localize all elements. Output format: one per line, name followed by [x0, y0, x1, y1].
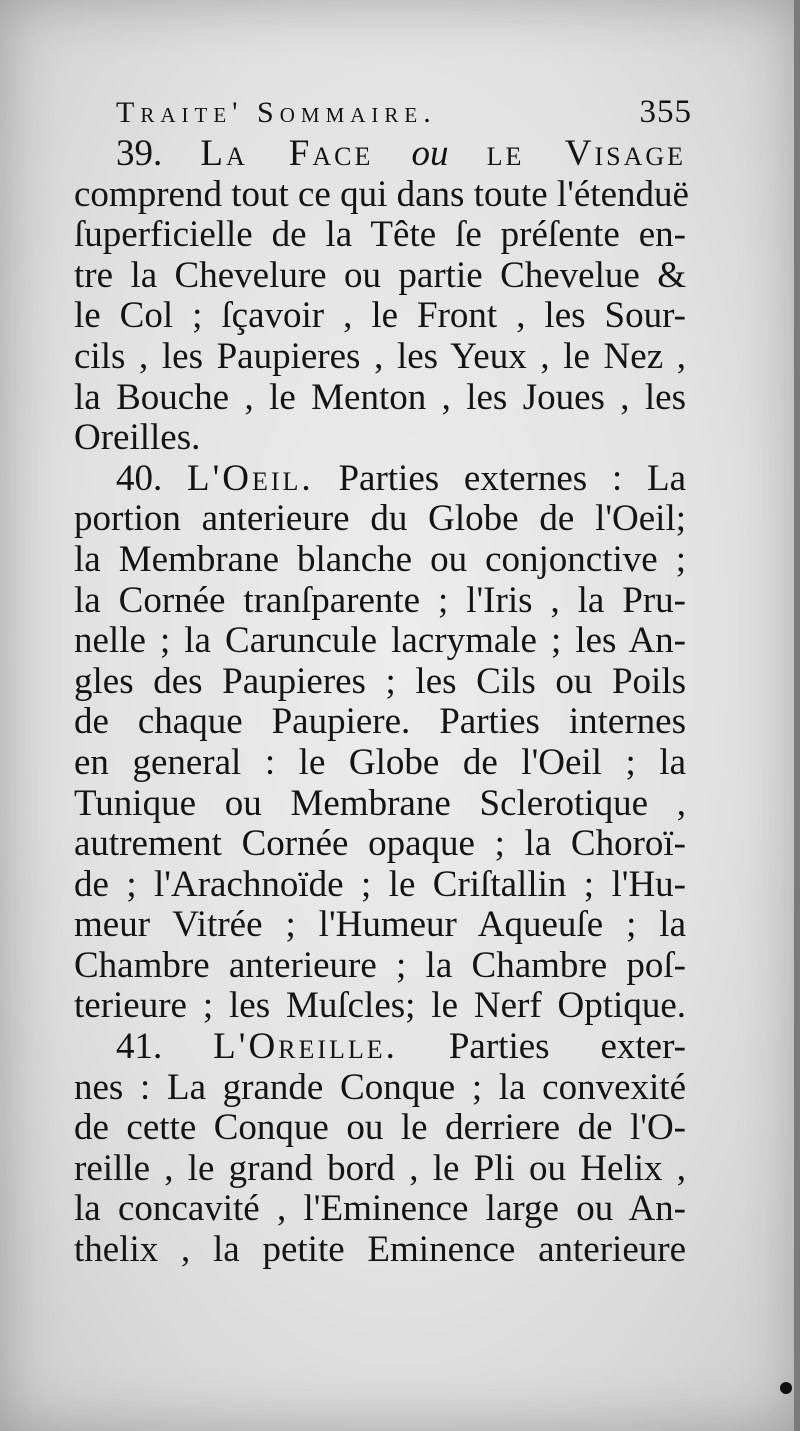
- section-40-line: la Membrane blanche ou conjonctive ;: [74, 538, 686, 580]
- section-40-line: meur Vitrée ; l'Humeur Aqueuſe ; la: [74, 904, 686, 946]
- section-40-line: Tunique ou Membrane Sclerotique ,: [74, 782, 686, 824]
- section-40-line: autrement Cornée opaque ; la Choroï-: [74, 823, 686, 865]
- page-number: 355: [639, 94, 692, 130]
- section-39-line: ſuperficielle de la Tête ſe préſente en-: [74, 214, 686, 256]
- section-40-line: portion anterieure du Globe de l'Oeil;: [74, 498, 686, 540]
- page-text: [74, 92, 692, 1271]
- section-39-line: le Col ; ſçavoir , le Front , les Sour-: [74, 295, 686, 337]
- section-41-line: reille , le grand bord , le Pli ou Helix ,: [74, 1147, 686, 1189]
- section-41-line: la concavité , l'Eminence large ou An-: [74, 1188, 686, 1230]
- section-40-line: de chaque Paupiere. Parties internes: [74, 701, 686, 743]
- section-40-line: terieure ; les Muſcles; le Nerf Optique.: [74, 985, 686, 1027]
- section-39-line: Oreilles.: [74, 417, 201, 459]
- section-40-heading: [74, 459, 686, 500]
- section-41-heading: [74, 1027, 686, 1068]
- section-41-line: nes : La grande Conque ; la convexité: [74, 1066, 686, 1108]
- page-header: [74, 92, 692, 134]
- section-40-line: la Cornée tranſparente ; l'Iris , la Pru-: [74, 579, 686, 621]
- section-40-line: Chambre anterieure ; la Chambre poſ-: [74, 944, 686, 986]
- section-41-title: L'Oreille.: [213, 1026, 398, 1068]
- section-41-line: de cette Conque ou le derriere de l'O-: [74, 1107, 686, 1149]
- page-edge: [794, 0, 800, 1431]
- section-39-line: cils , les Paupieres , les Yeux , le Nez ,: [74, 335, 686, 377]
- section-41-number: 41.: [116, 1026, 163, 1068]
- section-39-line: comprend tout ce qui dans toute l'étenduë: [74, 173, 689, 215]
- section-40-line: nelle ; la Caruncule lacrymale ; les An-: [74, 620, 686, 662]
- ink-spot: [780, 1382, 792, 1394]
- section-39-title-part1: La Face: [200, 133, 374, 174]
- section-41-first-line-rest: Parties exter-: [448, 1026, 687, 1068]
- section-40-line: gles des Paupieres ; les Cils ou Poils: [74, 660, 686, 702]
- section-40-title: L'Oeil.: [187, 457, 314, 499]
- section-40-line: en general : le Globe de l'Oeil ; la: [74, 741, 686, 783]
- section-39-line: tre la Chevelure ou partie Chevelue &: [74, 254, 686, 296]
- section-40-number: 40.: [116, 457, 163, 499]
- section-39-heading: [74, 134, 686, 175]
- section-40-line: de ; l'Arachnoïde ; le Criſtallin ; l'Hu-: [74, 863, 686, 905]
- section-39-line: la Bouche , le Menton , les Joues , les: [74, 376, 686, 418]
- section-39-title-part2: le Visage: [486, 133, 687, 174]
- section-39-number: 39.: [116, 133, 163, 174]
- section-39-title-connector: ou: [411, 133, 449, 174]
- section-41-line: thelix , la petite Eminence anterieure: [74, 1229, 686, 1271]
- running-head: Traite' Sommaire.: [116, 96, 437, 129]
- section-40-first-line-rest: Parties externes : La: [338, 457, 687, 499]
